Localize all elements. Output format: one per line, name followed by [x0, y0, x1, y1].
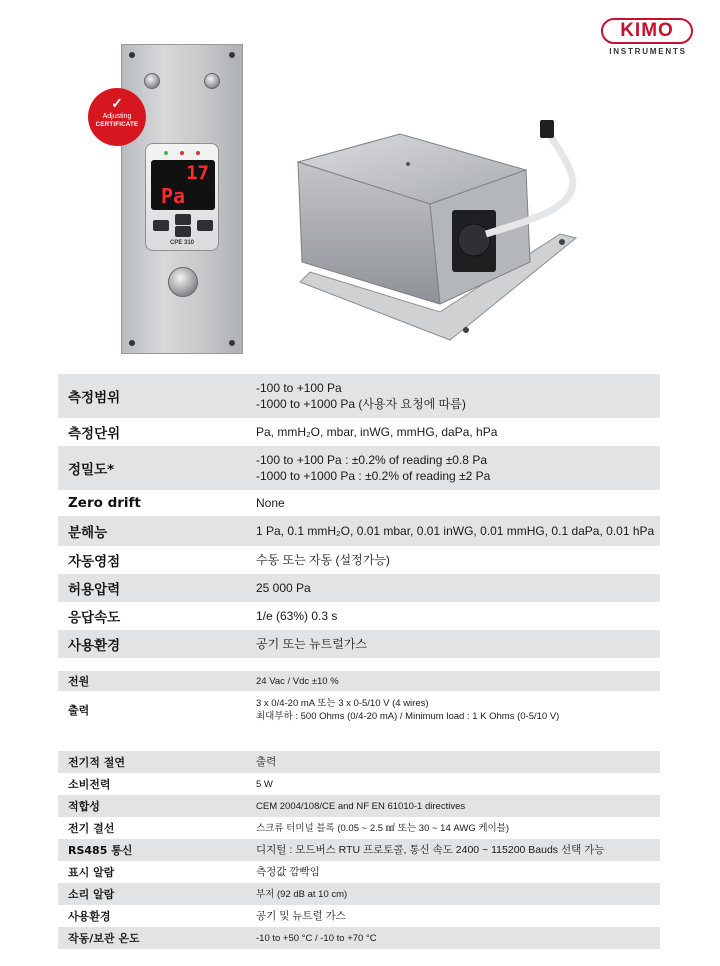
panel-device-photo: [121, 44, 243, 354]
spec-value-line: -10 to +50 °C / -10 to +70 °C: [256, 932, 377, 944]
screw-icon: [129, 52, 135, 58]
table-row: [58, 883, 660, 905]
logo-brand: KIMO: [601, 18, 693, 44]
spec-label: 측정단위: [68, 426, 121, 442]
table-row: [58, 927, 660, 949]
pressure-port-icon: [204, 73, 220, 89]
spec-label: 출력: [68, 704, 90, 717]
lcd-unit: Pa: [161, 184, 186, 208]
table-row: [58, 418, 660, 446]
spec-table-extra: [58, 671, 660, 949]
spec-value: [252, 691, 660, 729]
spec-value-line: CEM 2004/108/CE and NF EN 61010-1 directives: [256, 800, 466, 812]
spec-value-line: -1000 to +1000 Pa (사용자 요청에 따름): [256, 397, 466, 411]
tube-connector: [540, 120, 554, 138]
spec-label: 적합성: [68, 800, 100, 813]
spec-value: [252, 671, 660, 691]
screw-icon: [559, 239, 565, 245]
spec-value: [252, 546, 660, 574]
spec-value-line: 공기 및 뉴트럴 가스: [256, 910, 346, 922]
spec-value: [252, 418, 660, 446]
spec-table-main: [58, 374, 660, 658]
spec-label: 전원: [68, 675, 90, 688]
spec-value-line: 출력: [256, 756, 277, 768]
down-key: [175, 226, 191, 237]
pressure-port-icon: [168, 267, 198, 297]
spec-label: 정밀도*: [68, 462, 115, 478]
spec-value: [252, 795, 660, 817]
spec-label: 소비전력: [68, 778, 111, 791]
table-row: [58, 574, 660, 602]
led-icon: [164, 151, 168, 155]
table-row: [58, 861, 660, 883]
table-row: [58, 546, 660, 574]
badge-line2: CERTIFICATE: [95, 121, 139, 128]
spec-value-line: -1000 to +1000 Pa : ±0.2% of reading ±2 Pa: [256, 469, 491, 483]
model-label: CPE 310: [169, 240, 194, 246]
spec-label: 측정범위: [68, 390, 121, 406]
screw-icon: [229, 340, 235, 346]
table-row: [58, 671, 660, 691]
spec-label: Zero drift: [68, 495, 141, 511]
spec-label: 표시 알람: [68, 866, 115, 879]
esc-key: [153, 220, 169, 231]
spec-value: [252, 773, 660, 795]
table-row: [58, 839, 660, 861]
table-row: [58, 751, 660, 773]
spec-value-line: 부저 (92 dB at 10 cm): [256, 888, 348, 900]
spec-value-line: 24 Vac / Vdc ±10 %: [256, 675, 339, 687]
table-row: [58, 374, 660, 418]
spec-value-line: -100 to +100 Pa : ±0.2% of reading ±0.8 Pa: [256, 453, 487, 467]
spec-value-line: None: [256, 496, 285, 510]
lcd-screen: [151, 160, 215, 210]
spec-value-line: 1 Pa, 0.1 mmH₂O, 0.01 mbar, 0.01 inWG, 0.01 mmHG, 0.1 daPa, 0.01 hPa: [256, 524, 655, 538]
spec-value: [252, 905, 660, 927]
pressure-port-icon: [144, 73, 160, 89]
screw-icon: [463, 327, 469, 333]
screw-icon: [229, 52, 235, 58]
screw-icon: [406, 162, 410, 166]
table-row: [58, 773, 660, 795]
spec-value-line: 5 W: [256, 778, 273, 790]
table-row: [58, 516, 660, 546]
spec-value-line: 공기 또는 뉴트럴가스: [256, 637, 367, 651]
spec-label: 응답속도: [68, 610, 121, 626]
spec-value-line: 25 000 Pa: [256, 581, 311, 595]
keypad: [151, 214, 215, 236]
spec-value: [252, 490, 660, 516]
spec-value-line: 수동 또는 자동 (설정가능): [256, 553, 390, 567]
spec-label: 허용압력: [68, 582, 121, 598]
spec-label: 사용환경: [68, 638, 121, 654]
spec-value: [252, 602, 660, 630]
spec-label: RS485 통신: [68, 844, 133, 857]
adjusting-certificate-badge: [88, 88, 146, 146]
box-device-photo: [290, 112, 590, 344]
spec-label: 작동/보관 온도: [68, 932, 140, 945]
spec-label: 자동영점: [68, 554, 121, 570]
table-row: [58, 817, 660, 839]
table-row: [58, 490, 660, 516]
spec-value: [252, 516, 660, 546]
spec-label: 사용환경: [68, 910, 111, 923]
spec-value-line: -100 to +100 Pa: [256, 381, 342, 395]
spec-label: 소리 알람: [68, 888, 115, 901]
logo-tagline: INSTRUMENTS: [609, 47, 687, 56]
table-row: [58, 602, 660, 630]
table-row: [58, 630, 660, 658]
table-row: [58, 446, 660, 490]
spec-value: [252, 927, 660, 949]
cable-gland-icon: [458, 224, 490, 256]
table-row: [58, 905, 660, 927]
badge-line1: Adjusting: [102, 113, 132, 120]
ok-key: [197, 220, 213, 231]
up-key: [175, 214, 191, 225]
spec-value: [252, 751, 660, 773]
spec-value: [252, 574, 660, 602]
spec-value-line: 스크류 터미널 블록 (0.05 ~ 2.5 ㎟ 또는 30 ~ 14 AWG 케이블): [256, 822, 510, 834]
spec-label: 분해능: [68, 525, 108, 541]
spec-value-line: 디지털 : 모드버스 RTU 프로토콜, 통신 속도 2400 ~ 115200 Bauds 선택 가능: [256, 844, 605, 856]
spec-value-line: Pa, mmH₂O, mbar, inWG, mmHG, daPa, hPa: [256, 425, 498, 439]
spec-value-line: 측정값 깜빡임: [256, 866, 320, 878]
screw-icon: [129, 340, 135, 346]
lcd-reading: 17: [186, 162, 209, 184]
spec-label: 전기적 절연: [68, 756, 125, 769]
spec-value-line: 3 x 0/4-20 mA 또는 3 x 0-5/10 V (4 wires): [256, 698, 429, 709]
table-row: [58, 691, 660, 729]
transmitter-display-unit: [145, 143, 219, 251]
checkmark-icon: ✓: [111, 95, 123, 111]
spec-value: [252, 374, 660, 418]
spec-value-line: 1/e (63%) 0.3 s: [256, 609, 338, 623]
spec-value-line: 최대부하 : 500 Ohms (0/4-20 mA) / Minimum load : 1 K Ohms (0-5/10 V): [256, 711, 560, 722]
spec-value: [252, 630, 660, 658]
led-icon: [180, 151, 184, 155]
spec-value: [252, 839, 660, 861]
table-row: [58, 795, 660, 817]
kimo-logo: [601, 18, 695, 58]
spec-value: [252, 446, 660, 490]
led-icon: [196, 151, 200, 155]
spec-value: [252, 861, 660, 883]
spec-value: [252, 883, 660, 905]
spec-value: [252, 817, 660, 839]
spec-label: 전기 결선: [68, 822, 115, 835]
